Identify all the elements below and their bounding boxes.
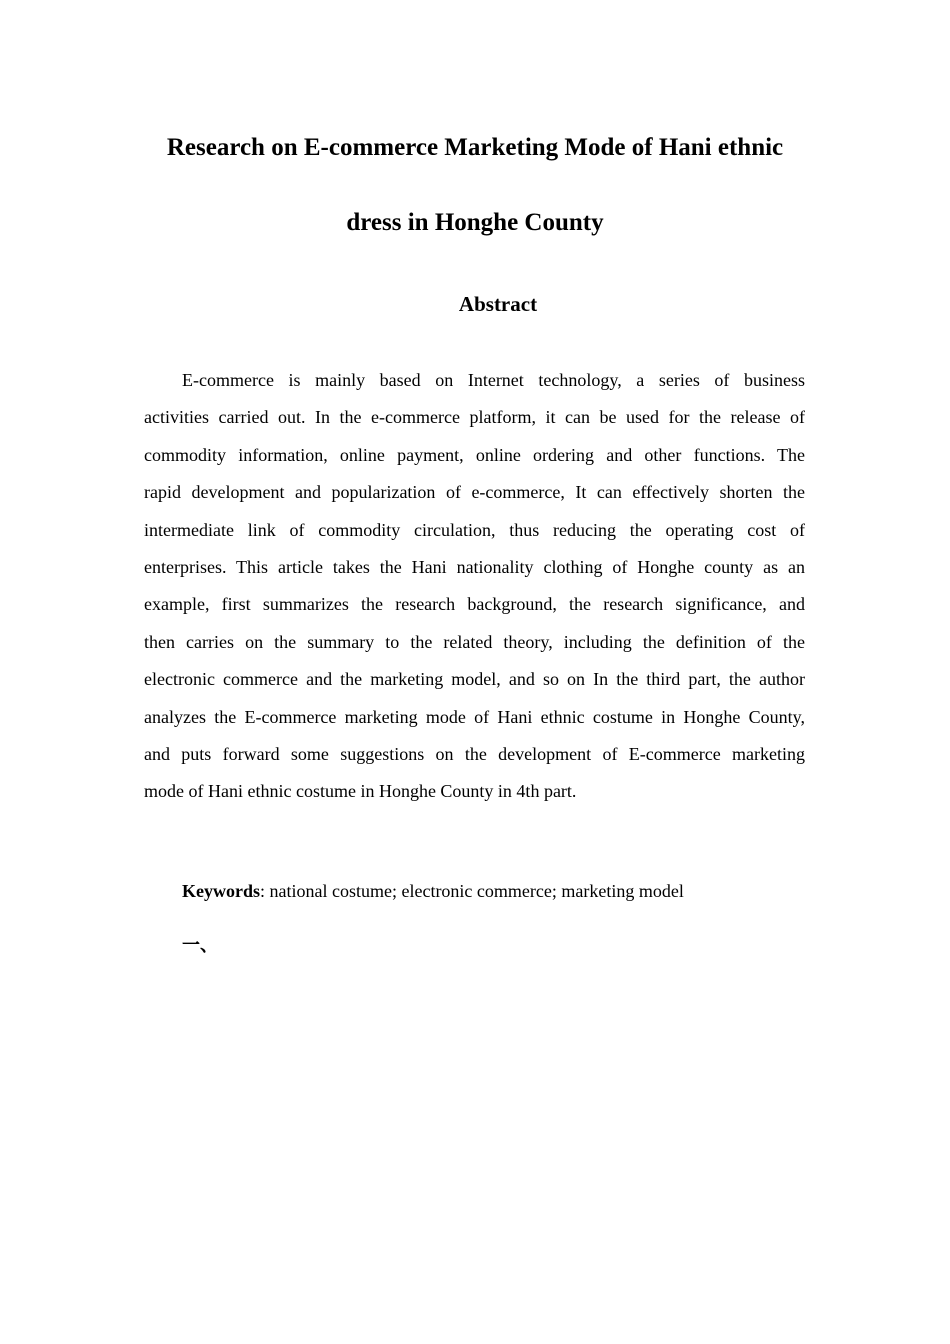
keywords-text: : national costume; electronic commerce; marketing model <box>260 881 684 901</box>
section-marker: 一、 <box>182 935 218 955</box>
title-line-1: Research on E-commerce Marketing Mode of Hani ethnic <box>166 134 784 161</box>
abstract-line: mode of Hani ethnic costume in Honghe County in 4th part. <box>144 781 577 802</box>
keywords-label: Keywords <box>182 881 260 901</box>
abstract-line: electronic commerce and the marketing model, and so on In the third part, the author <box>144 669 805 690</box>
abstract-line: activities carried out. In the e-commerce platform, it can be used for the release of <box>144 407 805 428</box>
abstract-body <box>144 366 805 815</box>
abstract-line: rapid development and popularization of e-commerce, It can effectively shorten the <box>144 482 805 503</box>
abstract-line: analyzes the E-commerce marketing mode of Hani ethnic costume in Honghe County, <box>144 706 805 727</box>
abstract-line: example, first summarizes the research background, the research significance, and <box>144 594 805 615</box>
title-line-2: dress in Honghe County <box>346 209 604 236</box>
abstract-line: E-commerce is mainly based on Internet technology, a series of business <box>182 370 805 390</box>
abstract-line: intermediate link of commodity circulation, thus reducing the operating cost of <box>144 519 805 540</box>
keywords <box>182 881 684 902</box>
abstract-line: enterprises. This article takes the Hani nationality clothing of Honghe county as an <box>144 556 805 577</box>
abstract-line: and puts forward some suggestions on the development of E-commerce marketing <box>144 743 805 764</box>
abstract-line: commodity information, online payment, online ordering and other functions. The <box>144 444 805 465</box>
abstract-line: then carries on the summary to the related theory, including the definition of the <box>144 631 805 652</box>
abstract-heading: Abstract <box>458 292 538 316</box>
